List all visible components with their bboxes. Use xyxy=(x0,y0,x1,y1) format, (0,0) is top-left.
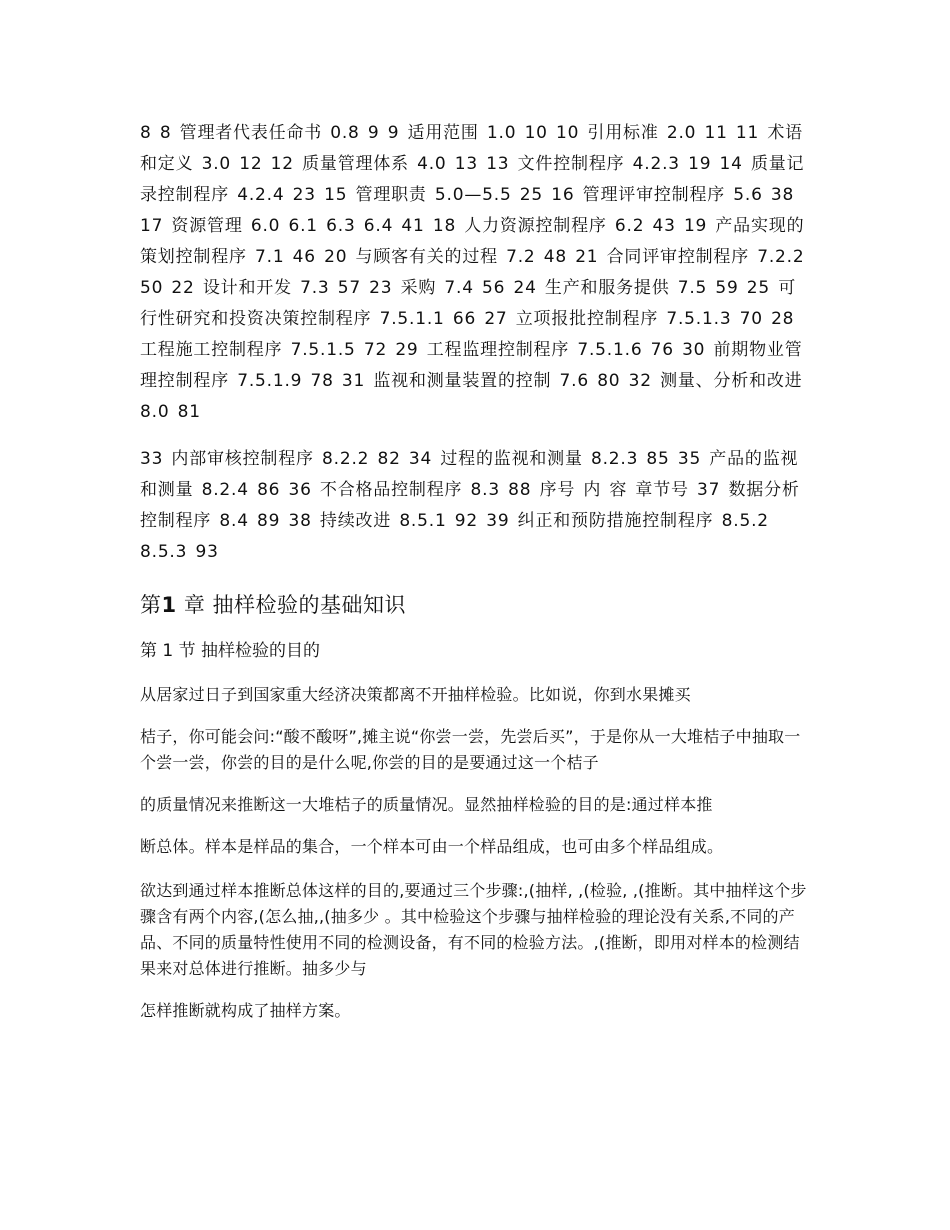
toc-paragraph-2: 33 内部审核控制程序 8.2.2 82 34 过程的监视和测量 8.2.3 85 35 产品的监视和测量 8.2.4 86 36 不合格品控制程序 8.3 88 序号 内 容 章节号 37 数据分析控制程序 8.4 89 38 持续改进 8.5.1 92 39 纠正和预防措施控制程序 8.5.2 8.5.3 93 xyxy=(140,449,800,562)
body-paragraph-5: 欲达到通过样本推断总体这样的目的,要通过三个步骤:,(抽样, ,(检验, ,(推断。其中抽样这个步骤含有两个内容,(怎么抽,,(抽多少 。其中检验这个步骤与抽样检验的理论没有关系,不同的产品、不同的质量特性使用不同的检测设备，有不同的检验方法。,(推断，即用对样本的检测结果来对总体进行推断。抽多少与 xyxy=(140,881,807,978)
section-title: 第 1 节 抽样检验的目的 xyxy=(140,641,321,661)
body-paragraph-4: 断总体。样本是样品的集合，一个样本可由一个样品组成，也可由多个样品组成。 xyxy=(140,837,724,856)
body-paragraph-1: 从居家过日子到国家重大经济决策都离不开抽样检验。比如说，你到水果摊买 xyxy=(140,685,691,704)
body-paragraph-6: 怎样推断就构成了抽样方案。 xyxy=(140,1001,351,1020)
chapter-number: 1 xyxy=(161,593,177,617)
chapter-title xyxy=(140,590,812,620)
chapter-prefix: 第 xyxy=(140,593,162,617)
chapter-suffix: 章 抽样检验的基础知识 xyxy=(183,593,406,617)
document-page xyxy=(140,118,812,1024)
body-paragraph-2: 桔子，你可能会问:“酸不酸呀”,摊主说“你尝一尝，先尝后买”，于是你从一大堆桔子中抽取一个尝一尝，你尝的目的是什么呢,你尝的目的是要通过这一个桔子 xyxy=(140,727,801,772)
toc-paragraph-1: 8 8 管理者代表任命书 0.8 9 9 适用范围 1.0 10 10 引用标准 2.0 11 11 术语和定义 3.0 12 12 质量管理体系 4.0 13 13 文件控制程序 4.2.3 19 14 质量记录控制程序 4.2.4 23 15 管理职责 5.0—5.5 25 16 管理评审控制程序 5.6 38 17 资源管理 6.0 6.1 6.3 6.4 41 18 人力资源控制程序 6.2 43 19 产品实现的策划控制程序 7.1 46 20 与顾客有关的过程 7.2 48 21 合同评审控制程序 7.2.2 50 22 设计和开发 7.3 57 23 采购 7.4 56 24 生产和服务提供 7.5 59 25 可行性研究和投资决策控制程序 7.5.1.1 66 27 立项报批控制程序 7.5.1.3 70 28 工程施工控制程序 7.5.1.5 72 29 工程监理控制程序 7.5.1.6 76 30 前期物业管理控制程序 7.5.1.9 78 31 监视和测量装置的控制 7.6 80 32 测量、分析和改进 8.0 81 xyxy=(140,123,805,422)
body-paragraph-3: 的质量情况来推断这一大堆桔子的质量情况。显然抽样检验的目的是:通过样本推 xyxy=(140,795,713,814)
